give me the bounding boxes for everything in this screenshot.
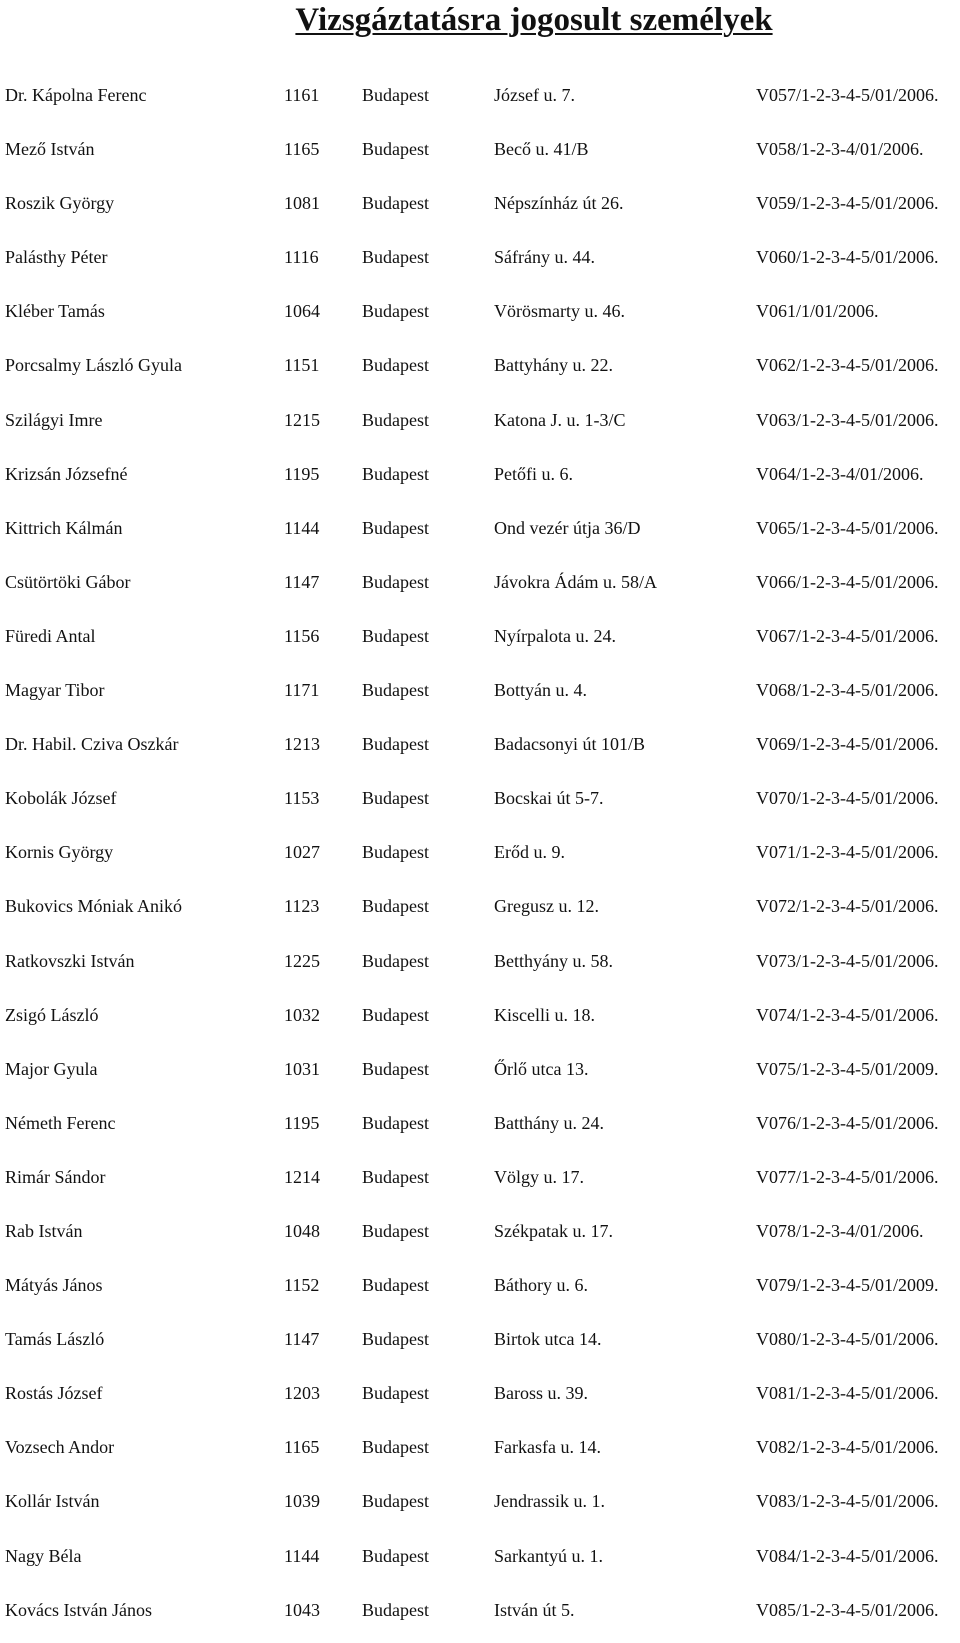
street-address: Katona J. u. 1-3/C	[494, 409, 626, 430]
city: Budapest	[362, 1112, 429, 1133]
list-item	[0, 994, 960, 1048]
person-name: Rostás József	[5, 1383, 103, 1404]
person-name: Major Gyula	[5, 1058, 98, 1079]
list-item	[0, 182, 960, 236]
city: Budapest	[362, 571, 429, 592]
city: Budapest	[362, 409, 429, 430]
postal-code: 1195	[284, 463, 320, 484]
city: Budapest	[362, 950, 429, 971]
street-address: Székpatak u. 17.	[494, 1220, 613, 1241]
city: Budapest	[362, 1383, 429, 1404]
person-name: Tamás László	[5, 1329, 105, 1350]
authorization-code: V062/1-2-3-4-5/01/2006.	[756, 355, 939, 376]
authorization-code: V065/1-2-3-4-5/01/2006.	[756, 517, 939, 538]
postal-code: 1064	[284, 301, 320, 322]
list-item	[0, 669, 960, 723]
person-name: Mátyás János	[5, 1275, 103, 1296]
street-address: Battyhány u. 22.	[494, 355, 613, 376]
person-name: Szilágyi Imre	[5, 409, 103, 430]
postal-code: 1165	[284, 1437, 320, 1458]
authorization-code: V080/1-2-3-4-5/01/2006.	[756, 1329, 939, 1350]
street-address: Baross u. 39.	[494, 1383, 588, 1404]
list-item	[0, 1480, 960, 1534]
list-item	[0, 290, 960, 344]
city: Budapest	[362, 896, 429, 917]
postal-code: 1213	[284, 734, 320, 755]
person-name: Kléber Tamás	[5, 301, 105, 322]
list-item	[0, 344, 960, 398]
list-item	[0, 1048, 960, 1102]
city: Budapest	[362, 355, 429, 376]
person-name: Kittrich Kálmán	[5, 517, 123, 538]
postal-code: 1031	[284, 1058, 320, 1079]
list-item	[0, 453, 960, 507]
street-address: Betthyány u. 58.	[494, 950, 613, 971]
postal-code: 1203	[284, 1383, 320, 1404]
person-name: Kobolák József	[5, 788, 117, 809]
postal-code: 1081	[284, 193, 320, 214]
list-item	[0, 74, 960, 128]
list-item	[0, 885, 960, 939]
city: Budapest	[362, 1166, 429, 1187]
authorization-code: V069/1-2-3-4-5/01/2006.	[756, 734, 939, 755]
city: Budapest	[362, 680, 429, 701]
street-address: Becő u. 41/B	[494, 139, 589, 160]
city: Budapest	[362, 625, 429, 646]
city: Budapest	[362, 1220, 429, 1241]
city: Budapest	[362, 842, 429, 863]
authorization-code: V058/1-2-3-4/01/2006.	[756, 139, 924, 160]
city: Budapest	[362, 1437, 429, 1458]
street-address: Bottyán u. 4.	[494, 680, 587, 701]
city: Budapest	[362, 1545, 429, 1566]
authorization-code: V084/1-2-3-4-5/01/2006.	[756, 1545, 939, 1566]
city: Budapest	[362, 1329, 429, 1350]
postal-code: 1171	[284, 680, 320, 701]
list-item	[0, 1102, 960, 1156]
authorization-code: V074/1-2-3-4-5/01/2006.	[756, 1004, 939, 1025]
person-name: Rimár Sándor	[5, 1166, 106, 1187]
list-item	[0, 1156, 960, 1210]
postal-code: 1147	[284, 571, 320, 592]
street-address: Sáfrány u. 44.	[494, 247, 595, 268]
postal-code: 1225	[284, 950, 320, 971]
street-address: Batthány u. 24.	[494, 1112, 604, 1133]
city: Budapest	[362, 788, 429, 809]
authorization-code: V083/1-2-3-4-5/01/2006.	[756, 1491, 939, 1512]
authorization-code: V079/1-2-3-4-5/01/2009.	[756, 1275, 939, 1296]
postal-code: 1153	[284, 788, 320, 809]
street-address: Völgy u. 17.	[494, 1166, 584, 1187]
street-address: Báthory u. 6.	[494, 1275, 588, 1296]
authorization-code: V081/1-2-3-4-5/01/2006.	[756, 1383, 939, 1404]
list-item	[0, 1372, 960, 1426]
street-address: Gregusz u. 12.	[494, 896, 599, 917]
list-item	[0, 1210, 960, 1264]
authorization-code: V075/1-2-3-4-5/01/2009.	[756, 1058, 939, 1079]
person-name: Nagy Béla	[5, 1545, 82, 1566]
person-name: Vozsech Andor	[5, 1437, 115, 1458]
list-item	[0, 1264, 960, 1318]
city: Budapest	[362, 517, 429, 538]
authorization-code: V073/1-2-3-4-5/01/2006.	[756, 950, 939, 971]
street-address: József u. 7.	[494, 85, 575, 105]
authorization-code: V064/1-2-3-4/01/2006.	[756, 463, 924, 484]
postal-code: 1039	[284, 1491, 320, 1512]
page-title: Vizsgáztatásra jogosult személyek	[295, 2, 773, 38]
authorization-code: V060/1-2-3-4-5/01/2006.	[756, 247, 939, 268]
street-address: Kiscelli u. 18.	[494, 1004, 595, 1025]
street-address: Erőd u. 9.	[494, 842, 565, 863]
postal-code: 1214	[284, 1166, 320, 1187]
authorization-code: V072/1-2-3-4-5/01/2006.	[756, 896, 939, 917]
authorization-code: V059/1-2-3-4-5/01/2006.	[756, 193, 939, 214]
street-address: Jendrassik u. 1.	[494, 1491, 605, 1512]
street-address: Vörösmarty u. 46.	[494, 301, 625, 322]
street-address: Birtok utca 14.	[494, 1329, 602, 1350]
city: Budapest	[362, 1004, 429, 1025]
postal-code: 1144	[284, 1545, 320, 1566]
city: Budapest	[362, 139, 429, 160]
city: Budapest	[362, 734, 429, 755]
city: Budapest	[362, 193, 429, 214]
authorization-code: V067/1-2-3-4-5/01/2006.	[756, 625, 939, 646]
person-name: Zsigó László	[5, 1004, 99, 1025]
authorization-code: V077/1-2-3-4-5/01/2006.	[756, 1166, 939, 1187]
street-address: Farkasfa u. 14.	[494, 1437, 601, 1458]
person-name: Roszik György	[5, 193, 115, 214]
list-item	[0, 1535, 960, 1589]
person-name: Mező István	[5, 139, 95, 160]
postal-code: 1156	[284, 625, 320, 646]
person-name: Palásthy Péter	[5, 247, 108, 268]
authorization-code: V068/1-2-3-4-5/01/2006.	[756, 680, 939, 701]
person-name: Kornis György	[5, 842, 114, 863]
person-name: Ratkovszki István	[5, 950, 135, 971]
postal-code: 1116	[284, 247, 319, 268]
list-item	[0, 831, 960, 885]
person-name: Kovács István János	[5, 1599, 152, 1620]
authorization-code: V057/1-2-3-4-5/01/2006.	[756, 85, 939, 105]
postal-code: 1032	[284, 1004, 320, 1025]
person-name: Dr. Kápolna Ferenc	[5, 85, 147, 105]
street-address: István út 5.	[494, 1599, 575, 1620]
list-item	[0, 1589, 960, 1643]
city: Budapest	[362, 463, 429, 484]
authorization-code: V082/1-2-3-4-5/01/2006.	[756, 1437, 939, 1458]
authorization-code: V063/1-2-3-4-5/01/2006.	[756, 409, 939, 430]
list-item	[0, 1426, 960, 1480]
city: Budapest	[362, 1275, 429, 1296]
street-address: Nyírpalota u. 24.	[494, 625, 616, 646]
list-item	[0, 723, 960, 777]
postal-code: 1215	[284, 409, 320, 430]
list-item	[0, 1318, 960, 1372]
street-address: Petőfi u. 6.	[494, 463, 573, 484]
postal-code: 1123	[284, 896, 320, 917]
postal-code: 1151	[284, 355, 320, 376]
list-item	[0, 777, 960, 831]
authorization-code: V076/1-2-3-4-5/01/2006.	[756, 1112, 939, 1133]
person-name: Porcsalmy László Gyula	[5, 355, 182, 376]
list-item	[0, 128, 960, 182]
postal-code: 1152	[284, 1275, 320, 1296]
authorization-code: V061/1/01/2006.	[756, 301, 879, 322]
street-address: Népszínház út 26.	[494, 193, 624, 214]
postal-code: 1161	[284, 85, 320, 105]
person-name: Bukovics Móniak Anikó	[5, 896, 183, 917]
authorization-code: V066/1-2-3-4-5/01/2006.	[756, 571, 939, 592]
city: Budapest	[362, 247, 429, 268]
city: Budapest	[362, 1491, 429, 1512]
list-item	[0, 615, 960, 669]
list-item	[0, 507, 960, 561]
person-name: Füredi Antal	[5, 625, 96, 646]
authorization-code: V070/1-2-3-4-5/01/2006.	[756, 788, 939, 809]
postal-code: 1027	[284, 842, 320, 863]
authorization-code: V085/1-2-3-4-5/01/2006.	[756, 1599, 939, 1620]
person-name: Kollár István	[5, 1491, 100, 1512]
city: Budapest	[362, 1058, 429, 1079]
street-address: Jávokra Ádám u. 58/A	[494, 571, 657, 592]
street-address: Sarkantyú u. 1.	[494, 1545, 603, 1566]
examiner-list	[0, 74, 960, 1643]
authorization-code: V078/1-2-3-4/01/2006.	[756, 1220, 924, 1241]
person-name: Németh Ferenc	[5, 1112, 116, 1133]
list-item	[0, 940, 960, 994]
street-address: Badacsonyi út 101/B	[494, 734, 645, 755]
person-name: Krizsán Józsefné	[5, 463, 128, 484]
postal-code: 1048	[284, 1220, 320, 1241]
person-name: Csütörtöki Gábor	[5, 571, 131, 592]
street-address: Bocskai út 5-7.	[494, 788, 604, 809]
postal-code: 1043	[284, 1599, 320, 1620]
person-name: Magyar Tibor	[5, 680, 105, 701]
list-item	[0, 561, 960, 615]
city: Budapest	[362, 301, 429, 322]
city: Budapest	[362, 1599, 429, 1620]
postal-code: 1195	[284, 1112, 320, 1133]
postal-code: 1147	[284, 1329, 320, 1350]
list-item	[0, 399, 960, 453]
list-item	[0, 236, 960, 290]
postal-code: 1165	[284, 139, 320, 160]
authorization-code: V071/1-2-3-4-5/01/2006.	[756, 842, 939, 863]
person-name: Rab István	[5, 1220, 83, 1241]
postal-code: 1144	[284, 517, 320, 538]
city: Budapest	[362, 85, 429, 105]
person-name: Dr. Habil. Cziva Oszkár	[5, 734, 179, 755]
street-address: Őrlő utca 13.	[494, 1058, 589, 1079]
street-address: Ond vezér útja 36/D	[494, 517, 641, 538]
